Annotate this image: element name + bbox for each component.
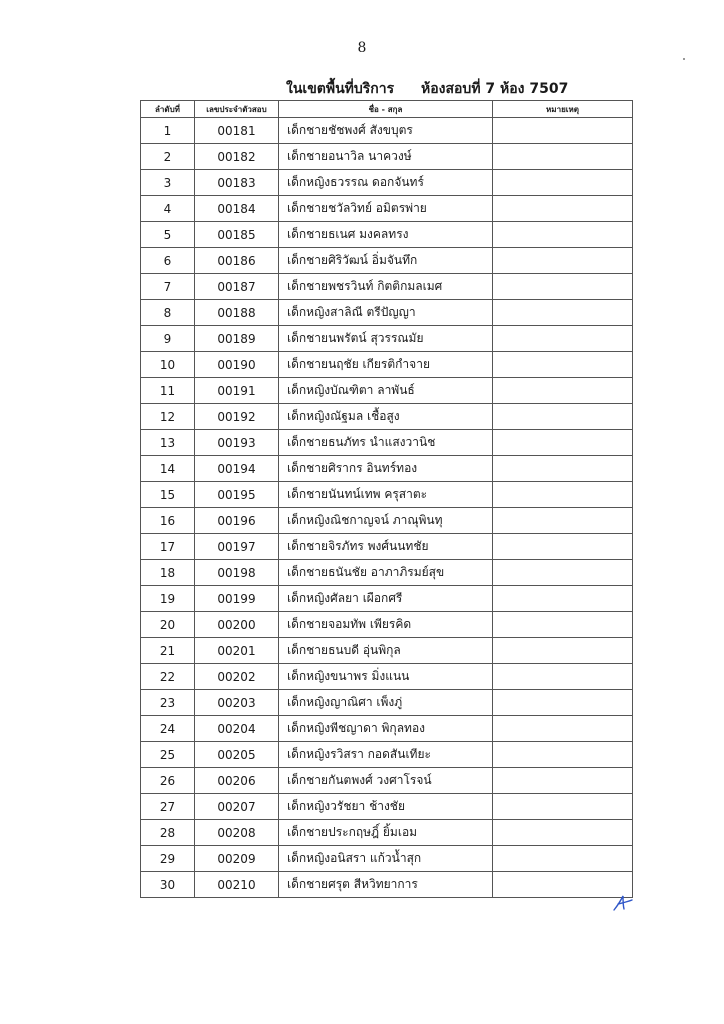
row-exam-id: 00181 <box>195 118 279 144</box>
row-exam-id: 00194 <box>195 456 279 482</box>
table-row <box>141 612 633 638</box>
row-exam-id: 00185 <box>195 222 279 248</box>
row-order: 17 <box>141 534 195 560</box>
row-remark <box>493 222 633 248</box>
row-remark <box>493 248 633 274</box>
row-student-name: เด็กชายจอมทัพ เพียรคิด <box>279 612 493 638</box>
row-remark <box>493 300 633 326</box>
table-row <box>141 846 633 872</box>
row-exam-id: 00207 <box>195 794 279 820</box>
table-row <box>141 196 633 222</box>
row-order: 10 <box>141 352 195 378</box>
row-student-name: เด็กหญิงณิชกาญจน์ ภาณุพินทุ <box>279 508 493 534</box>
row-remark <box>493 196 633 222</box>
row-exam-id: 00187 <box>195 274 279 300</box>
row-exam-id: 00188 <box>195 300 279 326</box>
row-student-name: เด็กชายธเนศ มงคลทรง <box>279 222 493 248</box>
row-student-name: เด็กหญิงอนิสรา แก้วน้ำสุก <box>279 846 493 872</box>
table-row <box>141 508 633 534</box>
row-student-name: เด็กชายชวัลวิทย์ อมิตรพ่าย <box>279 196 493 222</box>
row-remark <box>493 742 633 768</box>
row-order: 6 <box>141 248 195 274</box>
row-exam-id: 00201 <box>195 638 279 664</box>
row-order: 16 <box>141 508 195 534</box>
header-order: ลำดับที่ <box>141 101 195 118</box>
row-remark <box>493 118 633 144</box>
row-student-name: เด็กชายอนาวิล นาควงษ์ <box>279 144 493 170</box>
row-student-name: เด็กหญิงธวรรณ ดอกจันทร์ <box>279 170 493 196</box>
table-row <box>141 716 633 742</box>
row-student-name: เด็กชายชัชพงศ์ สังขบุตร <box>279 118 493 144</box>
row-remark <box>493 846 633 872</box>
table-row <box>141 690 633 716</box>
row-exam-id: 00204 <box>195 716 279 742</box>
row-remark <box>493 820 633 846</box>
table-row <box>141 326 633 352</box>
row-order: 13 <box>141 430 195 456</box>
row-exam-id: 00183 <box>195 170 279 196</box>
row-order: 25 <box>141 742 195 768</box>
exam-seating-table <box>140 100 633 898</box>
row-student-name: เด็กชายนันทน์เทพ ครุสาตะ <box>279 482 493 508</box>
row-exam-id: 00202 <box>195 664 279 690</box>
row-exam-id: 00200 <box>195 612 279 638</box>
row-order: 5 <box>141 222 195 248</box>
row-remark <box>493 352 633 378</box>
row-remark <box>493 508 633 534</box>
row-exam-id: 00208 <box>195 820 279 846</box>
table-row <box>141 872 633 898</box>
row-remark <box>493 534 633 560</box>
row-remark <box>493 690 633 716</box>
table-row <box>141 482 633 508</box>
row-student-name: เด็กชายกันตพงศ์ วงศาโรจน์ <box>279 768 493 794</box>
table-row <box>141 300 633 326</box>
row-student-name: เด็กหญิงศัลยา เผือกศรี <box>279 586 493 612</box>
table-row <box>141 820 633 846</box>
row-order: 14 <box>141 456 195 482</box>
row-order: 22 <box>141 664 195 690</box>
row-remark <box>493 404 633 430</box>
row-exam-id: 00198 <box>195 560 279 586</box>
row-order: 30 <box>141 872 195 898</box>
row-student-name: เด็กหญิงพีชญาดา พิกุลทอง <box>279 716 493 742</box>
row-remark <box>493 794 633 820</box>
row-student-name: เด็กหญิงสาลิณี ตรีปัญญา <box>279 300 493 326</box>
row-remark <box>493 378 633 404</box>
row-order: 4 <box>141 196 195 222</box>
row-remark <box>493 612 633 638</box>
row-exam-id: 00210 <box>195 872 279 898</box>
header-remark: หมายเหตุ <box>493 101 633 118</box>
row-exam-id: 00191 <box>195 378 279 404</box>
row-student-name: เด็กชายธนภัทร นำแสงวานิช <box>279 430 493 456</box>
row-order: 21 <box>141 638 195 664</box>
row-remark <box>493 274 633 300</box>
row-student-name: เด็กชายนพรัตน์ สุวรรณมัย <box>279 326 493 352</box>
row-exam-id: 00182 <box>195 144 279 170</box>
row-order: 20 <box>141 612 195 638</box>
row-remark <box>493 430 633 456</box>
row-remark <box>493 482 633 508</box>
row-exam-id: 00192 <box>195 404 279 430</box>
row-student-name: เด็กหญิงบัณฑิตา ลาพันธ์ <box>279 378 493 404</box>
row-exam-id: 00197 <box>195 534 279 560</box>
table-row <box>141 794 633 820</box>
row-exam-id: 00206 <box>195 768 279 794</box>
page-number: 8 <box>357 40 367 56</box>
row-remark <box>493 664 633 690</box>
row-exam-id: 00196 <box>195 508 279 534</box>
table-row <box>141 430 633 456</box>
row-student-name: เด็กชายศิริวัฒน์ อิ่มจันทึก <box>279 248 493 274</box>
row-exam-id: 00190 <box>195 352 279 378</box>
scan-speck <box>683 58 685 60</box>
row-student-name: เด็กหญิงขนาพร มิ่งแนน <box>279 664 493 690</box>
row-remark <box>493 144 633 170</box>
row-student-name: เด็กหญิงญาณิศา เพ็งภู่ <box>279 690 493 716</box>
service-area-heading: ในเขตพื้นที่บริการ <box>286 81 395 97</box>
initials-signature-icon <box>612 894 634 912</box>
table-row <box>141 248 633 274</box>
table-row <box>141 560 633 586</box>
row-student-name: เด็กชายธนันชัย อาภาภิรมย์สุข <box>279 560 493 586</box>
row-order: 24 <box>141 716 195 742</box>
table-row <box>141 274 633 300</box>
row-order: 3 <box>141 170 195 196</box>
row-student-name: เด็กชายศิรากร อินทร์ทอง <box>279 456 493 482</box>
row-order: 12 <box>141 404 195 430</box>
table-body <box>141 118 633 898</box>
table-row <box>141 144 633 170</box>
row-student-name: เด็กหญิงณัฐมล เชื้อสูง <box>279 404 493 430</box>
row-order: 19 <box>141 586 195 612</box>
row-student-name: เด็กชายศรุต สีหวิทยาการ <box>279 872 493 898</box>
header-name: ชื่อ - สกุล <box>279 101 493 118</box>
row-student-name: เด็กชายธนบดี อุ่นพิกุล <box>279 638 493 664</box>
row-student-name: เด็กชายพชรวินท์ กิตติกมลเมศ <box>279 274 493 300</box>
row-order: 18 <box>141 560 195 586</box>
table-row <box>141 222 633 248</box>
row-student-name: เด็กหญิงรวิสรา กอดสันเทียะ <box>279 742 493 768</box>
table-row <box>141 404 633 430</box>
row-remark <box>493 456 633 482</box>
row-remark <box>493 586 633 612</box>
row-order: 9 <box>141 326 195 352</box>
row-remark <box>493 560 633 586</box>
row-exam-id: 00189 <box>195 326 279 352</box>
row-order: 26 <box>141 768 195 794</box>
exam-room-heading: ห้องสอบที่ 7 ห้อง 7507 <box>421 81 569 97</box>
table-row <box>141 534 633 560</box>
row-student-name: เด็กชายจิรภัทร พงศ์นนทชัย <box>279 534 493 560</box>
row-order: 27 <box>141 794 195 820</box>
row-order: 28 <box>141 820 195 846</box>
row-exam-id: 00195 <box>195 482 279 508</box>
row-order: 23 <box>141 690 195 716</box>
row-exam-id: 00205 <box>195 742 279 768</box>
row-remark <box>493 170 633 196</box>
table-row <box>141 352 633 378</box>
row-student-name: เด็กหญิงวรัชยา ช้างชัย <box>279 794 493 820</box>
header-exam-id: เลขประจำตัวสอบ <box>195 101 279 118</box>
row-order: 29 <box>141 846 195 872</box>
table-row <box>141 378 633 404</box>
row-order: 1 <box>141 118 195 144</box>
row-remark <box>493 326 633 352</box>
row-exam-id: 00193 <box>195 430 279 456</box>
row-order: 7 <box>141 274 195 300</box>
row-exam-id: 00184 <box>195 196 279 222</box>
row-exam-id: 00209 <box>195 846 279 872</box>
table-row <box>141 456 633 482</box>
row-order: 8 <box>141 300 195 326</box>
row-remark <box>493 768 633 794</box>
row-order: 11 <box>141 378 195 404</box>
table-row <box>141 638 633 664</box>
row-student-name: เด็กชายนฤชัย เกียรติกำจาย <box>279 352 493 378</box>
row-order: 2 <box>141 144 195 170</box>
table-row <box>141 586 633 612</box>
table-row <box>141 170 633 196</box>
table-row <box>141 768 633 794</box>
row-exam-id: 00186 <box>195 248 279 274</box>
row-remark <box>493 716 633 742</box>
row-exam-id: 00199 <box>195 586 279 612</box>
table-header-row <box>141 101 633 118</box>
row-order: 15 <box>141 482 195 508</box>
table-row <box>141 664 633 690</box>
row-remark <box>493 638 633 664</box>
table-row <box>141 118 633 144</box>
table-row <box>141 742 633 768</box>
row-exam-id: 00203 <box>195 690 279 716</box>
row-student-name: เด็กชายประกฤษฎิ์ ยิ้มเอม <box>279 820 493 846</box>
